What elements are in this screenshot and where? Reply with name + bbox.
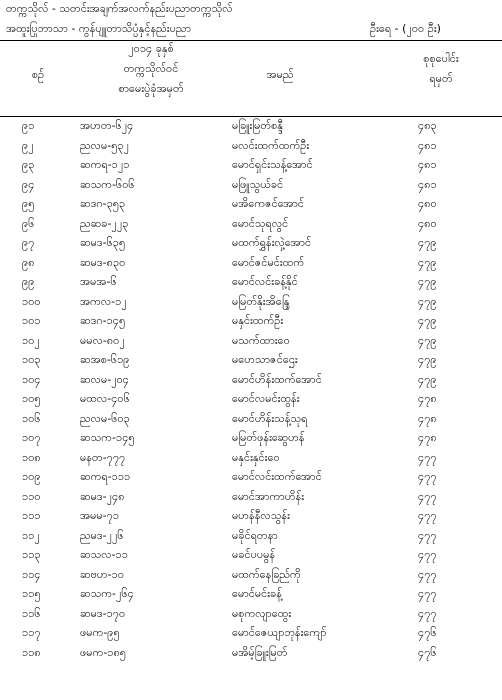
row-roll-number: အဟတ-၆၂၄ — [80, 119, 134, 132]
row-total-marks: ၄၇၉ — [418, 333, 437, 347]
row-roll-number: ဆအစ-၆၁၉ — [80, 353, 130, 366]
row-student-name: မခိုင်ရတနာ — [232, 528, 278, 542]
row-student-name: မစုကလျာထွေး — [232, 606, 292, 620]
row-roll-number: ညလမ-၅၃၂ — [80, 138, 129, 152]
row-total-marks: ၄၇၉ — [418, 255, 437, 269]
row-total-marks: ၄၇၇ — [418, 587, 437, 600]
table-row — [0, 293, 502, 313]
row-roll-number: ဆသက-၂၆၄ — [80, 587, 134, 600]
column-header-sn: စဉ် — [31, 68, 45, 81]
row-total-marks: ၄၈၁ — [418, 158, 437, 171]
row-roll-number: ဖမက-၁၈၅ — [80, 645, 126, 659]
row-sn: ၉၅ — [22, 197, 35, 210]
row-sn: ၉၈ — [22, 255, 35, 269]
row-sn: ၁၀၂ — [22, 333, 40, 347]
table-row — [0, 156, 502, 176]
marks-header-line: စုစုပေါင်း — [423, 52, 459, 65]
row-sn: ၁၁၃ — [22, 548, 41, 561]
table-row — [0, 507, 502, 527]
row-sn: ၉၇ — [22, 236, 35, 249]
results-table-body — [0, 117, 502, 663]
roll-header-line: ၂၀၁၄ ခုနှစ် — [128, 42, 174, 55]
row-student-name: မောင်လမင်းထွန်း — [232, 392, 300, 405]
row-student-name: မထက်ရွှန်းလှဲ့အောင် — [232, 236, 312, 249]
table-row — [0, 332, 502, 352]
row-student-name: မအိကေဇင်အောင် — [232, 197, 305, 210]
row-total-marks: ၄၈၁ — [418, 177, 437, 191]
table-row — [0, 137, 502, 157]
row-total-marks: ၄၇၇ — [418, 606, 437, 620]
row-sn: ၁၁၆ — [22, 606, 41, 620]
table-row — [0, 468, 502, 488]
roll-header-line: စာမေးပွဲခုံအမှတ် — [118, 82, 184, 95]
table-row — [0, 195, 502, 215]
row-sn: ၁၁၇ — [22, 626, 41, 639]
row-total-marks: ၄၇၇ — [418, 567, 437, 581]
row-student-name: မနှင်းနှင်းဝေ — [232, 450, 280, 464]
row-total-marks: ၄၇၈ — [418, 431, 437, 444]
row-roll-number: အမအ-၆ — [80, 275, 117, 288]
row-roll-number: ဆလမ-၂၀၄ — [80, 372, 129, 386]
row-roll-number: ဆမဒ-၈၃၀ — [80, 255, 126, 269]
row-student-name: မမြတ်ဖုန်းဆွေဟန် — [232, 431, 305, 444]
table-row — [0, 449, 502, 469]
row-sn: ၁၀၈ — [22, 450, 41, 464]
table-row — [0, 429, 502, 449]
row-total-marks: ၄၇၆ — [418, 626, 437, 639]
row-total-marks: ၄၇၉ — [418, 372, 437, 386]
table-row — [0, 488, 502, 508]
table-row — [0, 371, 502, 391]
row-sn: ၁၀၉ — [22, 470, 41, 483]
row-sn: ၁၁၅ — [22, 587, 41, 600]
row-sn: ၁၀၁ — [22, 314, 41, 327]
row-student-name: မနှင်းထက်ဦး — [232, 314, 284, 327]
row-roll-number: ဆသလ-၁၁ — [80, 548, 128, 561]
row-student-name: မောင်အာကာဟိန်း — [232, 489, 305, 503]
row-roll-number: ဖမက-၉၅ — [80, 626, 120, 639]
row-student-name: မဖြူသွယ်ခင် — [232, 177, 284, 191]
row-total-marks: ၄၇၉ — [418, 353, 437, 366]
row-student-name: မောင်လင်းခန့်နိုင် — [232, 275, 298, 288]
table-row — [0, 234, 502, 254]
row-sn: ၉၂ — [22, 138, 34, 152]
row-roll-number: ဆဗဟ-၁၀ — [80, 567, 125, 581]
roll-header-line: တက္ကသိုလ်ဝင် — [123, 62, 179, 75]
row-student-name: မောင်ဇေယျာဘုန်းကျော် — [232, 626, 327, 639]
table-row — [0, 351, 502, 371]
row-total-marks: ၄၇၉ — [418, 294, 437, 308]
row-roll-number: ညဆခ-၂၂၃ — [80, 216, 129, 230]
row-sn: ၁၀၅ — [22, 392, 41, 405]
university-line: တက္ကသိုလ် - သတင်းအချက်အလက်နည်းပညာတက္ကသိုလ် — [6, 2, 233, 15]
row-total-marks: ၄၇၇ — [418, 528, 437, 542]
row-sn: ၉၁ — [22, 119, 35, 132]
row-sn: ၁၀၄ — [22, 372, 41, 386]
table-row — [0, 546, 502, 566]
row-total-marks: ၄၇၈ — [418, 411, 437, 425]
row-total-marks: ၄၇၇ — [418, 548, 437, 561]
table-row — [0, 117, 502, 137]
row-roll-number: မနတ-၇၇၇ — [80, 450, 126, 464]
table-row — [0, 566, 502, 586]
row-roll-number: မမလ-၈၀၂ — [80, 333, 125, 347]
row-total-marks: ၄၈၀ — [418, 197, 437, 210]
row-sn: ၉၆ — [22, 216, 35, 230]
row-total-marks: ၄၇၇ — [418, 470, 437, 483]
row-total-marks: ၄၇၇ — [418, 509, 437, 522]
major-line: အထူးပြုဘာသာ - ကွန်ပျူတာသိပ္ပံနှင့်နည်းပညာ — [6, 22, 191, 35]
row-student-name: မောင်သုရလွင် — [232, 216, 289, 230]
column-header-name: အမည် — [266, 68, 294, 81]
row-total-marks: ၄၇၉ — [418, 236, 437, 249]
row-total-marks: ၄၇၉ — [418, 275, 437, 288]
row-student-name: မခြူးမြတ်စန္ဒီ — [232, 119, 283, 132]
row-roll-number: ညလမ-၆၀၃ — [80, 411, 130, 425]
row-student-name: မအိမ့်ခြူးမြတ် — [232, 645, 288, 659]
row-student-name: မောင်ရှင်းသန့်အောင် — [232, 158, 313, 171]
table-top-rule — [0, 40, 502, 41]
row-roll-number: အမမ-၇၁ — [80, 509, 120, 522]
row-sn: ၁၀၃ — [22, 353, 41, 366]
row-roll-number: ညမဒ-၂၂၆ — [80, 528, 124, 542]
table-row — [0, 624, 502, 644]
row-sn: ၁၁၄ — [22, 567, 41, 581]
row-roll-number: ဆကရ-၁၁၁ — [80, 470, 131, 483]
table-row — [0, 605, 502, 625]
column-header-marks — [396, 49, 486, 89]
row-roll-number: ဆဒဂ-၃၅၃ — [80, 197, 126, 210]
row-student-name: မခင်ပပမွန် — [232, 548, 276, 561]
row-total-marks: ၄၇၆ — [418, 645, 437, 659]
row-total-marks: ၄၈၀ — [418, 216, 437, 230]
row-student-name: မမြတ်နိုးအိန္ဒြေ — [232, 294, 290, 308]
row-total-marks: ၄၇၈ — [418, 392, 437, 405]
row-sn: ၁၁၂ — [22, 528, 40, 542]
row-sn: ၁၀၀ — [22, 294, 41, 308]
column-header-roll — [96, 39, 206, 99]
marks-header-line: ရမှတ် — [429, 72, 453, 85]
row-student-name: မလင်းထက်ထက်ဦး — [232, 138, 310, 152]
table-row — [0, 527, 502, 547]
row-total-marks: ၄၇၉ — [418, 314, 437, 327]
row-roll-number: အကလ-၁၂ — [80, 294, 127, 308]
row-student-name: မောင်ဇင်မင်းထက် — [232, 255, 305, 269]
row-sn: ၉၄ — [22, 177, 35, 191]
table-row — [0, 390, 502, 410]
row-sn: ၁၁၀ — [22, 489, 41, 503]
row-student-name: မောင်ဟိန်းသန့်သုရ — [232, 411, 308, 425]
table-row — [0, 176, 502, 196]
row-total-marks: ၄၈၃ — [418, 119, 437, 132]
row-sn: ၁၁၈ — [22, 645, 41, 659]
row-student-name: မောင်ဟိန်းထက်အောင် — [232, 372, 322, 386]
table-row — [0, 254, 502, 274]
row-roll-number: ဆသက-၆၀၆ — [80, 177, 135, 191]
row-sn: ၉၃ — [22, 158, 35, 171]
row-total-marks: ၄၇၇ — [418, 489, 437, 503]
row-student-name: မထက်နေခြည်ကို — [232, 567, 301, 581]
row-sn: ၁၀၇ — [22, 431, 41, 444]
table-row — [0, 410, 502, 430]
row-roll-number: ဆမဒ-၁၇၀ — [80, 606, 126, 620]
row-sn: ၁၀၆ — [22, 411, 41, 425]
row-student-name: မသက်ထားဝေ — [232, 333, 290, 347]
table-row — [0, 585, 502, 605]
table-row — [0, 312, 502, 332]
row-student-name: မဟေသာဇင်ဌေး — [232, 353, 298, 366]
student-count: ဦးရေ - (၂၀၀ ဦး) — [370, 22, 441, 35]
row-roll-number: ဆဒဂ-၁၄၅ — [80, 314, 126, 327]
row-student-name: မဟန်နီလသွန်း — [232, 509, 290, 522]
row-roll-number: ဆကရ-၁၂၁ — [80, 158, 130, 171]
row-student-name: မောင်လင်းထက်အောင် — [232, 470, 322, 483]
row-roll-number: မထလ-၄၀၆ — [80, 392, 130, 405]
row-total-marks: ၄၇၇ — [418, 450, 437, 464]
row-sn: ၉၉ — [22, 275, 35, 288]
table-row — [0, 644, 502, 664]
row-student-name: မောင်မင်းခန့် — [232, 587, 282, 600]
table-row — [0, 273, 502, 293]
row-roll-number: ဆမဒ-၂၄၈ — [80, 489, 125, 503]
row-roll-number: ဆသက-၁၄၅ — [80, 431, 135, 444]
row-sn: ၁၁၁ — [22, 509, 41, 522]
row-total-marks: ၄၈၁ — [418, 138, 437, 152]
table-row — [0, 215, 502, 235]
row-roll-number: ဆမဒ-၆၃၅ — [80, 236, 126, 249]
